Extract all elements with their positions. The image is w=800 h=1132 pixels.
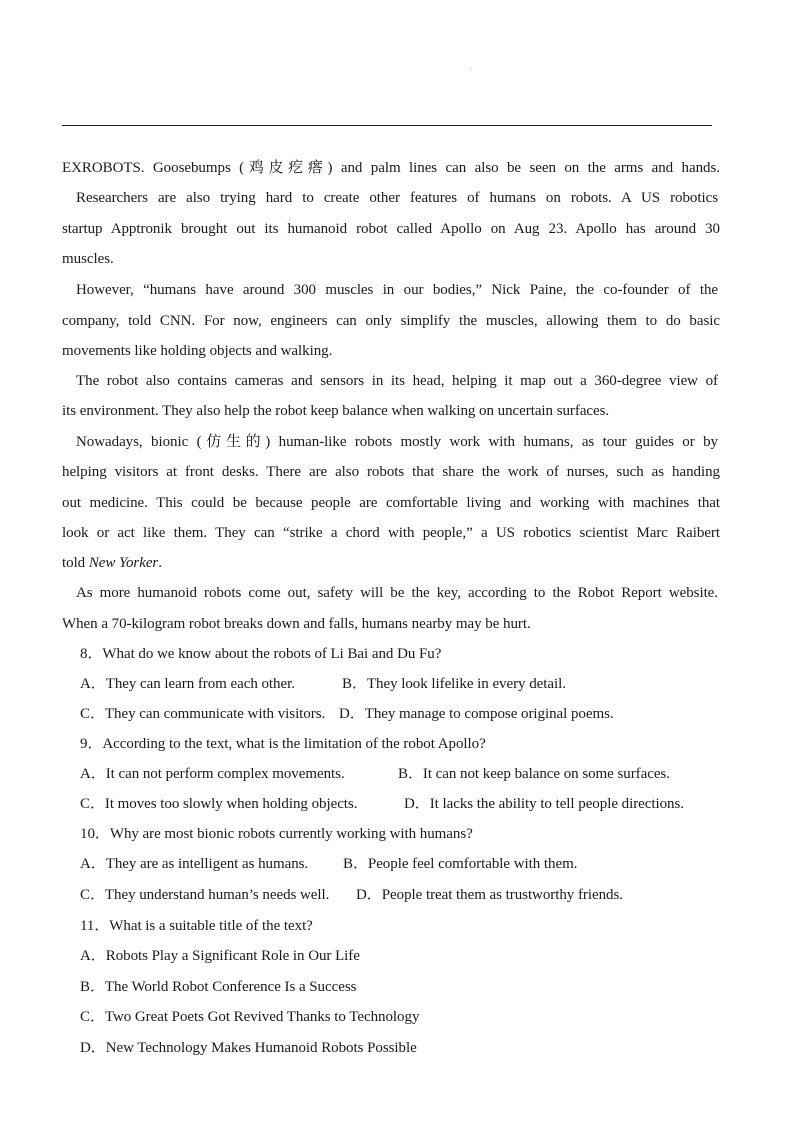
passage-line: company, told CNN. For now, engineers can only simplify the muscles, allowing them to do basic bbox=[62, 313, 720, 329]
passage-line: EXROBOTS. Goosebumps (鸡皮疙瘩) and palm lines can also be seen on the arms and hands. bbox=[62, 160, 720, 176]
option-d: D．It lacks the ability to tell people directions. bbox=[404, 796, 684, 812]
option-a: A．They are as intelligent as humans. bbox=[80, 856, 309, 872]
option-c: C．Two Great Poets Got Revived Thanks to Technology bbox=[80, 1009, 420, 1025]
option-a: A．It can not perform complex movements. bbox=[80, 766, 345, 782]
passage-line: movements like holding objects and walking. bbox=[62, 343, 333, 359]
option-d: D．New Technology Makes Humanoid Robots Possible bbox=[80, 1040, 417, 1056]
passage-line: out medicine. This could be because people are comfortable living and working with machines that bbox=[62, 495, 720, 511]
option-a: A．Robots Play a Significant Role in Our Life bbox=[80, 948, 360, 964]
option-b: B．The World Robot Conference Is a Success bbox=[80, 979, 357, 995]
option-d: D．People treat them as trustworthy friends. bbox=[356, 887, 623, 903]
option-b: B．It can not keep balance on some surfaces. bbox=[398, 766, 670, 782]
option-b: B．They look lifelike in every detail. bbox=[342, 676, 566, 692]
option-c: C．They can communicate with visitors. bbox=[80, 706, 326, 722]
option-c: C．They understand human’s needs well. bbox=[80, 887, 330, 903]
option-a: A．They can learn from each other. bbox=[80, 676, 295, 692]
passage-line: However, “humans have around 300 muscles in our bodies,” Nick Paine, the co-founder of the bbox=[76, 282, 718, 298]
header-rule bbox=[62, 125, 712, 126]
question-stem: 10．Why are most bionic robots currently working with humans? bbox=[80, 826, 473, 842]
passage-line: The robot also contains cameras and sensors in its head, helping it map out a 360-degree view of bbox=[76, 373, 718, 389]
passage-line: Researchers are also trying hard to create other features of humans on robots. A US robotics bbox=[76, 190, 718, 206]
question-stem: 8．What do we know about the robots of Li Bai and Du Fu? bbox=[80, 646, 442, 662]
question-stem: 11．What is a suitable title of the text? bbox=[80, 918, 313, 934]
passage-text: told bbox=[62, 555, 89, 571]
passage-line: helping visitors at front desks. There are also robots that share the work of nurses, such as handing bbox=[62, 464, 720, 480]
passage-line: When a 70-kilogram robot breaks down and falls, humans nearby may be hurt. bbox=[62, 616, 531, 632]
option-c: C．It moves too slowly when holding objects. bbox=[80, 796, 358, 812]
passage-line: Nowadays, bionic (仿生的) human-like robots mostly work with humans, as tour guides or by bbox=[76, 434, 718, 450]
passage-line bbox=[62, 553, 720, 573]
question-stem: 9．According to the text, what is the limitation of the robot Apollo? bbox=[80, 736, 486, 752]
passage-line: its environment. They also help the robot keep balance when walking on uncertain surfaces. bbox=[62, 403, 610, 419]
option-d: D．They manage to compose original poems. bbox=[339, 706, 614, 722]
passage-line: startup Apptronik brought out its humanoid robot called Apollo on Aug 23. Apollo has around 30 bbox=[62, 221, 720, 237]
passage-line: muscles. bbox=[62, 251, 114, 267]
option-b: B．People feel comfortable with them. bbox=[343, 856, 578, 872]
passage-line: look or act like them. They can “strike a chord with people,” a US robotics scientist Marc Raibert bbox=[62, 525, 720, 541]
passage-line: As more humanoid robots come out, safety will be the key, according to the Robot Report website. bbox=[76, 585, 718, 601]
passage-text: . bbox=[158, 555, 162, 571]
publication-name: New Yorker bbox=[88, 555, 159, 571]
page-mark bbox=[471, 68, 472, 69]
